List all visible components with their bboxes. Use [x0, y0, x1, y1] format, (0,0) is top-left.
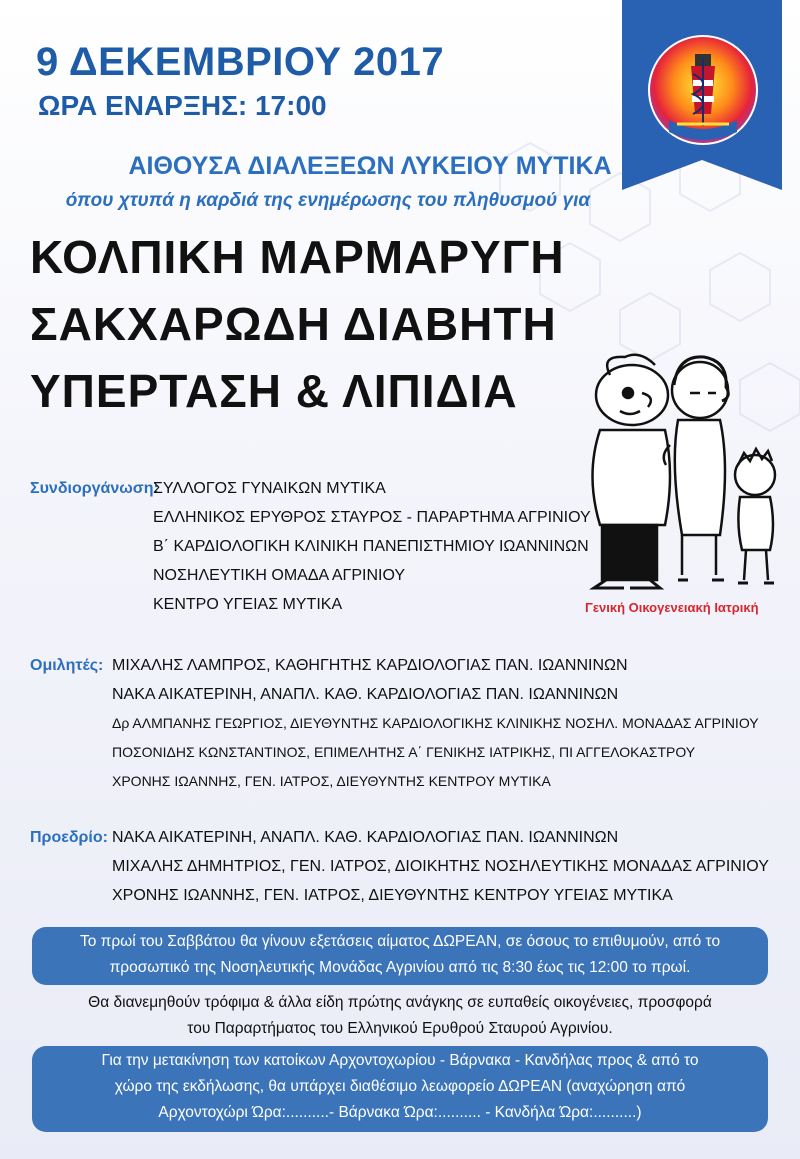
venue-text: ΑΙΘΟΥΣΑ ΔΙΑΛΕΞΕΩΝ ΛΥΚΕΙΟΥ ΜΥΤΙΚΑ — [128, 152, 612, 180]
event-date: 9 ΔΕΚΕΜΒΡΙΟΥ 2017 — [36, 40, 445, 84]
notice-line: Το πρωί του Σαββάτου θα γίνουν εξετάσεις αίματος ΔΩΡΕΑΝ, σε όσους το επιθυμούν, από το — [79, 933, 721, 950]
notice-line: προσωπικό της Νοσηλευτικής Μονάδας Αγρινίου από τις 8:30 έως τις 12:00 το πρωί. — [109, 959, 691, 976]
notice-line: του Παραρτήματος του Ελληνικού Ερυθρού Σταυρού Αγρινίου. — [187, 1020, 613, 1037]
organizer-item: Β΄ ΚΑΡΔΙΟΛΟΓΙΚΗ ΚΛΙΝΙΚΗ ΠΑΝΕΠΙΣΤΗΜΙΟΥ ΙΩΑΝΝΙΝΩΝ — [153, 538, 589, 555]
speakers-label: Ομιλητές: — [30, 657, 104, 674]
notice-line: Για την μετακίνηση των κατοίκων Αρχοντοχωρίου - Βάρνακα - Κανδήλας προς & από το — [101, 1052, 699, 1069]
blood-test-notice — [32, 927, 768, 985]
headline-hypertension: ΥΠΕΡΤΑΣΗ & ΛΙΠΙΔΙΑ — [30, 365, 518, 417]
family-cartoon-icon — [570, 335, 790, 595]
chair-item: ΜΙΧΑΛΗΣ ΔΗΜΗΤΡΙΟΣ, ΓΕΝ. ΙΑΤΡΟΣ, ΔΙΟΙΚΗΤΗΣ ΝΟΣΗΛΕΥΤΙΚΗΣ ΜΟΝΑΔΑΣ ΑΓΡΙΝΙΟΥ — [112, 858, 769, 875]
speaker-item: ΠΟΣΟΝΙΔΗΣ ΚΩΝΣΤΑΝΤΙΝΟΣ, ΕΠΙΜΕΛΗΤΗΣ Α΄ ΓΕΝΙΚΗΣ ΙΑΤΡΙΚΗΣ, ΠΙ ΑΓΓΕΛΟΚΑΣΤΡΟΥ — [112, 744, 696, 760]
headline-diabetes: ΣΑΚΧΑΡΩΔΗ ΔΙΑΒΗΤΗ — [30, 298, 557, 350]
food-notice — [30, 990, 770, 1042]
notice-line: Θα διανεμηθούν τρόφιμα & άλλα είδη πρώτης ανάγκης σε ευπαθείς οικογένειες, προσφορά — [88, 994, 712, 1011]
speaker-item: ΧΡΟΝΗΣ ΙΩΑΝΝΗΣ, ΓΕΝ. ΙΑΤΡΟΣ, ΔΙΕΥΘΥΝΤΗΣ ΚΕΝΤΡΟΥ ΜΥΤΙΚΑ — [112, 773, 551, 789]
notice-line: χώρο της εκδήλωσης, θα υπάρχει διαθέσιμο λεωφορείο ΔΩΡΕΑΝ (αναχώρηση από — [114, 1078, 686, 1095]
chairs-label: Προεδρίο: — [30, 829, 108, 846]
illustration-caption: Γενική Οικογενειακή Ιατρική — [585, 600, 759, 615]
chair-item: ΧΡΟΝΗΣ ΙΩΑΝΝΗΣ, ΓΕΝ. ΙΑΤΡΟΣ, ΔΙΕΥΘΥΝΤΗΣ ΚΕΝΤΡΟΥ ΥΓΕΙΑΣ ΜΥΤΙΚΑ — [112, 887, 673, 904]
speaker-item: ΜΙΧΑΛΗΣ ΛΑΜΠΡΟΣ, ΚΑΘΗΓΗΤΗΣ ΚΑΡΔΙΟΛΟΓΙΑΣ ΠΑΝ. ΙΩΑΝΝΙΝΩΝ — [112, 657, 628, 674]
speaker-item: ΝΑΚΑ ΑΙΚΑΤΕΡΙΝΗ, ΑΝΑΠΛ. ΚΑΘ. ΚΑΡΔΙΟΛΟΓΙΑΣ ΠΑΝ. ΙΩΑΝΝΙΝΩΝ — [112, 686, 619, 703]
organizer-item: ΝΟΣΗΛΕΥΤΙΚΗ ΟΜΑΔΑ ΑΓΡΙΝΙΟΥ — [153, 567, 406, 584]
headline-afib: ΚΟΛΠΙΚΗ ΜΑΡΜΑΡΥΓΗ — [30, 231, 565, 283]
speaker-item: Δρ ΑΛΜΠΑΝΗΣ ΓΕΩΡΓΙΟΣ, ΔΙΕΥΘΥΝΤΗΣ ΚΑΡΔΙΟΛΟΓΙΚΗΣ ΚΛΙΝΙΚΗΣ ΝΟΣΗΛ. ΜΟΝΑΔΑΣ ΑΓΡΙΝΙΟΥ — [112, 715, 759, 731]
subtitle: όπου χτυπά η καρδιά της ενημέρωσης του πληθυσμού για — [65, 190, 591, 211]
bus-notice — [32, 1046, 768, 1132]
organizer-item: ΣΥΛΛΟΓΟΣ ΓΥΝΑΙΚΩΝ ΜΥΤΙΚΑ — [153, 480, 386, 497]
chair-item: ΝΑΚΑ ΑΙΚΑΤΕΡΙΝΗ, ΑΝΑΠΛ. ΚΑΘ. ΚΑΡΔΙΟΛΟΓΙΑΣ ΠΑΝ. ΙΩΑΝΝΙΝΩΝ — [112, 829, 619, 846]
organizer-item: ΚΕΝΤΡΟ ΥΓΕΙΑΣ ΜΥΤΙΚΑ — [153, 596, 343, 613]
organizer-item: ΕΛΛΗΝΙΚΟΣ ΕΡΥΘΡΟΣ ΣΤΑΥΡΟΣ - ΠΑΡΑΡΤΗΜΑ ΑΓΡΙΝΙΟΥ — [153, 509, 591, 526]
organizers-label: Συνδιοργάνωση: — [30, 480, 159, 497]
start-time: ΩΡΑ ΕΝΑΡΞΗΣ: 17:00 — [38, 90, 327, 121]
notice-line: Αρχοντοχώρι Ώρα:..........- Βάρνακα Ώρα:.......... - Κανδήλα Ώρα:..........) — [158, 1104, 642, 1121]
logo-badge — [622, 0, 782, 190]
lighthouse-caduceus-icon — [647, 34, 759, 146]
